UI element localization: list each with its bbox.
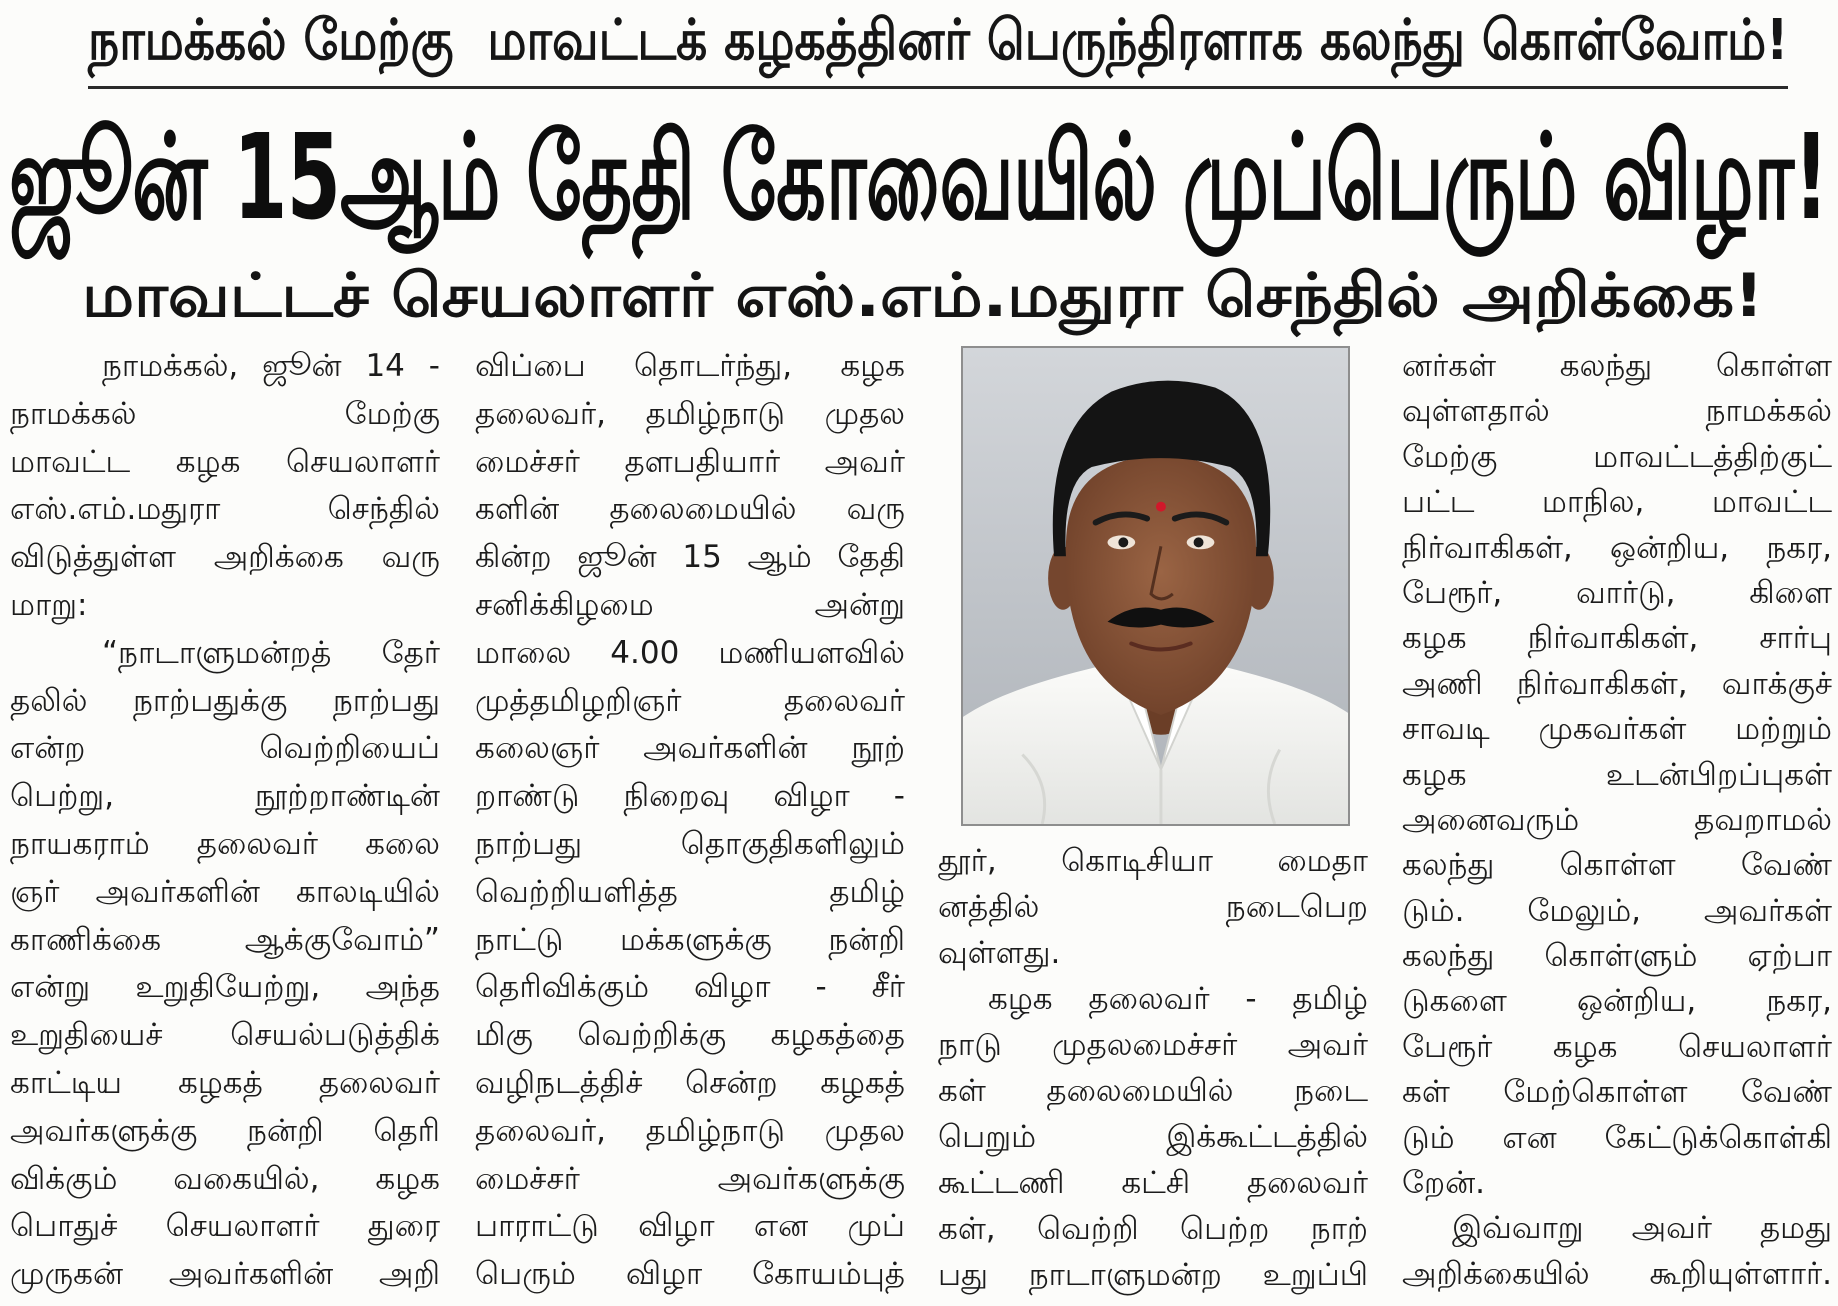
body-line: கூட்டணி கட்சி தலைவர் (938, 1165, 1368, 1201)
body-line: வுள்ளதால் நாமக்கல் (1402, 393, 1832, 430)
body-line: தெரிவிக்கும் விழா - சீர் (475, 969, 905, 1006)
body-line: சனிக்கிழமை அன்று (475, 586, 905, 623)
article-column-1 (10, 343, 440, 1299)
body-line: னத்தில் நடைபெற (938, 889, 1368, 925)
body-line: தலில் நாற்பதுக்கு நாற்பது (10, 682, 440, 719)
article-column-2 (475, 343, 905, 1299)
body-line: டுகளை ஒன்றிய, நகர, (1402, 983, 1832, 1020)
kicker-line: நாமக்கல் மேற்கு மாவட்டக் கழகத்தினர் பெருந்திரளாக கலந்து கொள்வோம்! (88, 8, 1789, 73)
body-line: கள், வெற்றி பெற்ற நாற் (938, 1211, 1368, 1247)
body-line: விப்பை தொடர்ந்து, கழக (475, 348, 905, 384)
body-line: பெற்று, நூற்றாண்டின் (10, 778, 440, 815)
body-line: என்று உறுதியேற்று, அந்த (10, 969, 440, 1006)
body-line: டும் என கேட்டுக்கொள்கி (1402, 1119, 1832, 1156)
body-line: முருகன் அவர்களின் அறி (10, 1256, 440, 1293)
body-line: பேரூர் கழக செயலாளர் (1402, 1028, 1832, 1065)
body-line: தலைவர், தமிழ்நாடு முதல (475, 395, 905, 432)
body-line: மிகு வெற்றிக்கு கழகத்தை (475, 1017, 905, 1054)
body-line: பது நாடாளுமன்ற உறுப்பி (938, 1257, 1368, 1293)
body-line: கலந்து கொள்ள வேண் (1402, 847, 1832, 884)
body-line: றாண்டு நிறைவு விழா - (475, 778, 905, 815)
portrait-photo (961, 346, 1350, 826)
body-line: கழக உடன்பிறப்புகள் (1402, 756, 1832, 793)
body-line: அறிக்கையில் கூறியுள்ளார். (1402, 1255, 1832, 1292)
body-line: சாவடி முகவர்கள் மற்றும் (1402, 711, 1832, 748)
body-line: மாவட்ட கழக செயலாளர் (10, 443, 440, 480)
body-line: நாட்டு மக்களுக்கு நன்றி (475, 921, 905, 958)
subheadline: மாவட்டச் செயலாளர் எஸ்.எம்.மதுரா செந்தில் அறிக்கை! (82, 261, 1764, 331)
body-line: கலந்து கொள்ளும் ஏற்பா (1402, 938, 1832, 975)
body-line: மாலை 4.00 மணியளவில் (475, 634, 905, 671)
body-line: ஞர் அவர்களின் காலடியில் (10, 873, 440, 910)
body-line: நிர்வாகிகள், ஒன்றிய, நகர, (1402, 529, 1832, 566)
body-line: பாராட்டு விழா என முப் (475, 1208, 905, 1245)
body-line: பெறும் இக்கூட்டத்தில் (938, 1119, 1368, 1155)
body-line: நாயகராம் தலைவர் கலை (10, 825, 440, 862)
body-line: னர்கள் கலந்து கொள்ள (1402, 348, 1832, 384)
body-line: பொதுச் செயலாளர் துரை (10, 1208, 440, 1245)
tilak-dot (1156, 502, 1166, 512)
body-line: மைச்சர் அவர்களுக்கு (475, 1160, 905, 1197)
body-line: உறுதியைச் செயல்படுத்திக் (10, 1017, 440, 1054)
body-line: மைச்சர் தளபதியார் அவர் (475, 443, 905, 480)
body-line: வுள்ளது. (938, 935, 1061, 971)
body-line: தலைவர், தமிழ்நாடு முதல (475, 1112, 905, 1149)
article-column-3 (938, 838, 1368, 1298)
body-line: நாற்பது தொகுதிகளிலும் (475, 825, 905, 862)
body-line: நாமக்கல் மேற்கு (10, 395, 440, 432)
kicker-underline (88, 86, 1788, 89)
body-line: அனைவரும் தவறாமல் (1402, 801, 1832, 838)
body-line: வழிநடத்திச் சென்ற கழகத் (475, 1064, 905, 1101)
body-line: இவ்வாறு அவர் தமது (1452, 1210, 1832, 1247)
body-line: நாடு முதலமைச்சர் அவர் (938, 1027, 1368, 1063)
body-line: பட்ட மாநில, மாவட்ட (1402, 484, 1832, 521)
body-line: டும். மேலும், அவர்கள் (1402, 892, 1832, 929)
portrait-illustration (963, 348, 1348, 824)
body-line: காணிக்கை ஆக்குவோம்” (10, 921, 440, 958)
body-line: றேன். (1402, 1165, 1486, 1202)
body-line: மாறு: (10, 586, 88, 623)
body-line: கலைஞர் அவர்களின் நூற் (475, 730, 905, 767)
body-line: கள் தலைமையில் நடை (938, 1073, 1368, 1109)
body-line: கழக தலைவர் - தமிழ் (988, 981, 1368, 1017)
body-line: கள் மேற்கொள்ள வேண் (1402, 1074, 1832, 1111)
body-line: விக்கும் வகையில், கழக (10, 1160, 440, 1197)
body-line: முத்தமிழறிஞர் தலைவர் (475, 682, 905, 719)
article-column-4 (1402, 344, 1832, 1297)
body-line: கின்ற ஜூன் 15 ஆம் தேதி (475, 539, 905, 576)
body-line: விடுத்துள்ள அறிக்கை வரு (10, 539, 440, 576)
body-line: வெற்றியளித்த தமிழ் (475, 873, 905, 910)
body-line: கழக நிர்வாகிகள், சார்பு (1402, 620, 1832, 657)
body-line: “நாடாளுமன்றத் தேர் (102, 634, 440, 671)
body-line: மேற்கு மாவட்டத்திற்குட் (1402, 438, 1832, 475)
body-line: தூர், கொடிசியா மைதா (938, 843, 1368, 879)
body-line: என்ற வெற்றியைப் (10, 730, 440, 767)
body-line: நாமக்கல், ஜூன் 14 - (102, 348, 440, 384)
right-eye (1194, 537, 1204, 547)
body-line: எஸ்.எம்.மதுரா செந்தில் (10, 491, 440, 528)
left-eye (1118, 537, 1128, 547)
body-line: பேரூர், வார்டு, கிளை (1402, 574, 1832, 611)
body-line: அவர்களுக்கு நன்றி தெரி (10, 1112, 440, 1149)
body-line: அணி நிர்வாகிகள், வாக்குச் (1402, 665, 1832, 702)
body-line: காட்டிய கழகத் தலைவர் (10, 1064, 440, 1101)
body-line: பெரும் விழா கோயம்புத் (475, 1256, 905, 1293)
body-line: களின் தலைமையில் வரு (475, 491, 905, 528)
headline: ஜூன் 15ஆம் தேதி கோவையில் முப்பெரும் விழா! (9, 108, 1829, 246)
